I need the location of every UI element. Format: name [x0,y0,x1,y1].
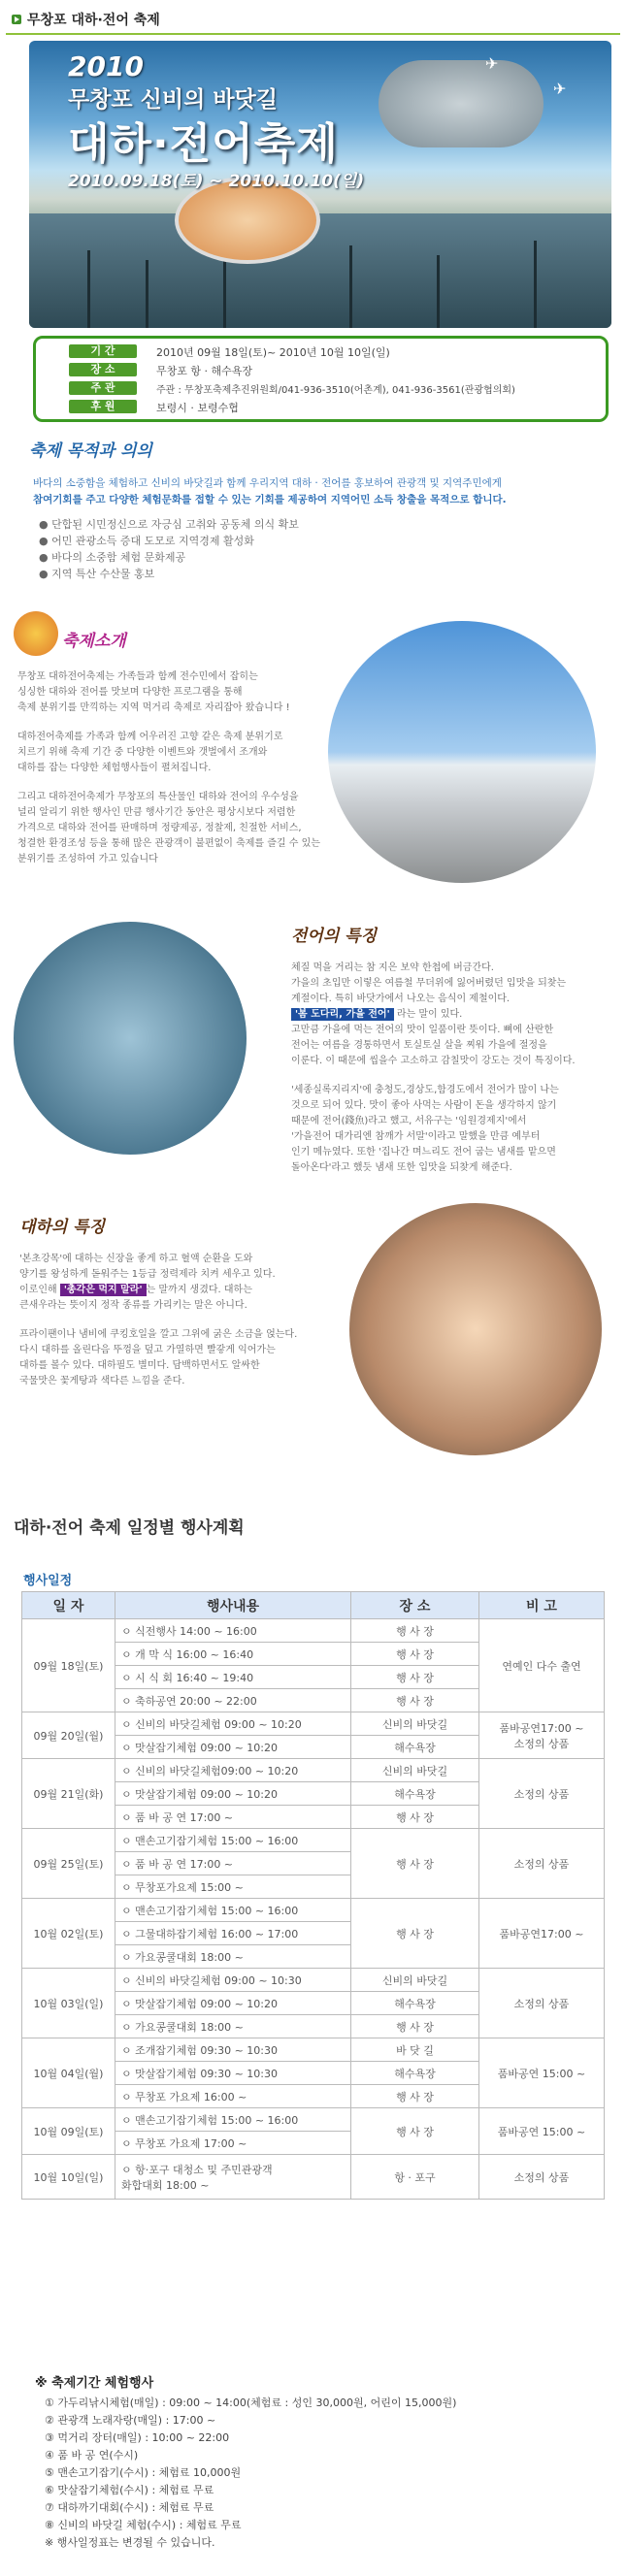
table-row: 10월 02일(토) ㅇ 맨손고기잡기체험 15:00 ~ 16:00 행 사 장 품바공연17:00 ~ [22,1899,605,1922]
table-row: ㅇ 품 바 공 연 17:00 ~ 행 사 장 [22,1806,605,1829]
column-header: 일 자 [22,1592,115,1619]
table-row: ㅇ 맛살잡기체험 09:00 ~ 10:20 해수욕장 [22,1992,605,2015]
table-row: ㅇ 축하공연 20:00 ~ 22:00 행 사 장 [22,1689,605,1712]
festival-banner [29,41,611,328]
table-row: ㅇ 맛살잡기체험 09:00 ~ 10:20 해수욕장 [22,1782,605,1806]
page-header [6,6,620,35]
column-header: 행사내용 [115,1592,351,1619]
table-row: ㅇ 무창포 가요제 16:00 ~ 행 사 장 [22,2085,605,2108]
purpose-bullets [39,516,544,582]
table-row: 09월 20일(월) ㅇ 신비의 바닷길체험 09:00 ~ 10:20 신비의 바닷길 품바공연17:00 ~ 소정의 상품 [22,1712,605,1736]
experience-list [45,2395,598,2552]
table-row: ㅇ 그물대하잡기체험 16:00 ~ 17:00 [22,1922,605,1945]
table-row: ㅇ 개 막 식 16:00 ~ 16:40 행 사 장 [22,1643,605,1666]
purpose-intro-line: 참여기회를 주고 다양한 체험문화를 접할 수 있는 기회를 제공하여 지역어민 소득 창출을 목적으로 합니다. [33,494,507,505]
festival-tents-photo [328,621,596,883]
banner-subtitle: 무창포 신비의 바닷길 [68,87,278,113]
list-item: ⑤ 맨손고기잡기(수시) : 체험료 10,000원 [45,2466,242,2479]
jeoneo-fish-photo [14,922,247,1155]
schedule-table [21,1591,605,2200]
table-row: ㅇ 무창포 가요제 17:00 ~ [22,2132,605,2155]
table-row: ㅇ 맛살잡기체험 09:00 ~ 10:20 해수욕장 [22,1736,605,1759]
table-row: 09월 21일(화) ㅇ 신비의 바닷길체험09:00 ~ 10:20 신비의 바닷길 소정의 상품 [22,1759,605,1782]
banner-title: 대하·전어축제 [68,119,339,169]
banner-dates: 2010.09.18(토) ~ 2010.10.10(일) [68,172,365,191]
pier-photo [29,213,611,328]
column-header: 비 고 [479,1592,605,1619]
list-item: ● 바다의 소중함 체험 문화제공 [39,551,186,564]
purpose-intro-line: 바다의 소중함을 체험하고 신비의 바닷길과 함께 우리지역 대하 · 전어를 홍보하여 관광객 및 지역주민에게 [33,477,502,489]
list-item: ● 지역 특산 수산물 홍보 [39,568,155,580]
list-item: ③ 먹거리 장터(매일) : 10:00 ~ 22:00 [45,2431,230,2444]
table-row: ㅇ 맛살잡기체험 09:30 ~ 10:30 해수욕장 [22,2062,605,2085]
shrimp-photo [349,1203,602,1455]
info-label: 장 소 [69,363,137,376]
table-row: 09월 18일(토) ㅇ 식전행사 14:00 ~ 16:00 행 사 장 연예인 다수 출연 [22,1619,605,1643]
seagull-icon: ✈ [485,54,499,73]
schedule-heading: 대하·전어 축제 일정별 행사계획 [14,1518,245,1538]
list-item: ① 가두리낚시체험(매일) : 09:00 ~ 14:00(체험료 : 성인 30,000원, 어린이 15,000원) [45,2397,457,2409]
list-item: ⑥ 맛살잡기체험(수시) : 체험료 무료 [45,2484,214,2496]
list-item: ● 단합된 시민정신으로 자긍심 고취와 공동체 의식 확보 [39,518,299,531]
list-item: ⑧ 신비의 바닷길 체험(수시) : 체험료 무료 [45,2519,242,2531]
table-row: 10월 09일(토) ㅇ 맨손고기잡기체험 15:00 ~ 16:00 행 사 장 품바공연 15:00 ~ [22,2108,605,2132]
table-row: ㅇ 품 바 공 연 17:00 ~ [22,1852,605,1875]
daeha-highlight: '총각은 먹지 말라' [60,1284,147,1296]
table-row: ㅇ 시 식 회 16:40 ~ 19:40 행 사 장 [22,1666,605,1689]
info-value: 보령시 · 보령수협 [156,402,239,414]
table-row: 10월 03일(일) ㅇ 신비의 바닷길체험 09:00 ~ 10:30 신비의 바닷길 소정의 상품 [22,1969,605,1992]
page-title: 무창포 대하·전어 축제 [27,13,160,28]
fish-photo [379,60,544,147]
daeha-heading: 대하의 특징 [19,1218,106,1237]
footnote: ※ 행사일정표는 변경될 수 있습니다. [45,2536,215,2549]
table-row: ㅇ 가요콩쿨대회 18:00 ~ [22,1945,605,1969]
banner-year: 2010 [68,50,144,82]
festival-info-box [33,336,609,422]
daeha-text: '본초강목'에 대하는 신장을 좋게 하고 혈액 순환을 도와 양기를 왕성하게 돋워주는 1등급 정력제라 치켜 세우고 있다. 이로인해 '총각은 먹지 말라' 는 말까지 생겼다. 대하는 큰새우라는 뜻이지 정작 종류를 가리키는 말은 아니다. 프라이팬이나 냄비에 쿠킹호일을 깔고 그위에 굵은 소금을 얹는다. 다시 대하를 올린다음 뚜껑을 덮고 가열하면 빨갛게 익어가는 대하를 볼수 있다. 대하필도 별미다. 담백하면서도 알싸한 국물맛은 꽃게탕과 색다른 느낌을 준다. [19,1254,298,1386]
table-row: 10월 10일(일) ㅇ 항·포구 대청소 및 주민관광객 화합대회 18:00 ~ 항 · 포구 소정의 상품 [22,2155,605,2200]
column-header: 장 소 [351,1592,479,1619]
list-item: ● 어민 관광소득 증대 도모로 지역경제 활성화 [39,535,254,547]
purpose-heading: 축제 목적과 의의 [29,441,152,461]
table-row: 10월 04일(월) ㅇ 조개잡기체험 09:30 ~ 10:30 바 닷 길 품바공연 15:00 ~ [22,2038,605,2062]
list-item: ⑦ 대하까기대회(수시) : 체험료 무료 [45,2501,214,2514]
table-row: 09월 25일(토) ㅇ 맨손고기잡기체험 15:00 ~ 16:00 행 사 장 소정의 상품 [22,1829,605,1852]
info-label: 주 관 [69,381,137,395]
list-item: ② 관광객 노래자랑(매일) : 17:00 ~ [45,2414,216,2427]
info-value: 2010년 09월 18일(토)~ 2010년 10월 10일(일) [156,346,390,359]
schedule-subheading: 행사일정 [23,1574,73,1588]
intro-text: 무창포 대하전어축제는 가족들과 함께 전수민에서 잡히는 싱싱한 대하와 전어를 맛보며 다양한 프로그램을 통해 축제 분위기를 만끽하는 지역 먹거리 축제로 자리잡아 왔습니다 ! 대하전어축제를 가족과 함께 어우러진 고향 같은 축제 분위기로 치르기 위해 축제 기간 중 다양한 이벤트와 갯벌에서 조개와 대하를 잡는 다양한 체험행사들이 펼쳐집니다. 그리고 대하전어축제가 무창포의 특산물인 대하와 전어의 우수성을 널리 알리기 위한 행사인 만큼 행사기간 동안은 평상시보다 저렴한 가격으로 대하와 전어를 판매하며 정량제공, 정찰제, 친절한 서비스, 청결한 환경조성 등을 통해 많은 관광객이 불편없이 축제를 즐길 수 있는 분위기를 조성하여 가고 있습니다 [17,671,320,864]
table-row: ㅇ 무창포가요제 15:00 ~ [22,1875,605,1899]
jeoneo-highlight: '봄 도다리, 가을 전어' [291,1008,394,1021]
intro-heading: 축제소개 [62,632,126,651]
info-value: 무창포 항 · 해수욕장 [156,365,252,377]
table-row: ㅇ 가요콩쿨대회 18:00 ~ 행 사 장 [22,2015,605,2038]
list-item: ④ 품 바 공 연(수시) [45,2449,139,2462]
experience-heading: ※ 축제기간 체험행사 [35,2376,154,2391]
festival-character-icon [14,611,58,656]
info-label: 기 간 [69,344,137,358]
jeoneo-heading: 전어의 특징 [291,927,378,946]
jeoneo-text: 체질 먹을 거리는 참 지은 보약 한첩에 버금간다. 가을의 초입만 이렇은 여름철 무더위에 잃어버렸던 입맛을 되찾는 계절이다. 특히 바닷가에서 나오는 음식이 제철이다. '봄 도다리, 가을 전어' 라는 말이 있다. 고만큼 가을에 먹는 전어의 맛이 일품이란 뜻이다. 뼈에 산란한 전어는 여름을 경통하면서 토실토실 살을 찌워 가을에 절정을 이룬다. 이 때문에 씹을수 고소하고 감칠맛이 강도는 것이 특징이다. '세종실록지리지'에 충청도,경상도,함경도에서 전어가 많이 나는 것으로 되어 있다. 맛이 좋아 사먹는 사람이 돈을 생각하지 않기 때문에 전어(錢魚)라고 했고, 서유구는 '임원경제지'에서 '가을전어 대가리엔 참깨가 서말'이라고 말했을 만큼 예부터 인기 메뉴였다. 또한 '집나간 며느리도 전어 굽는 냄새를 맡으면 돌아온다'라고 했듯 냄새 또한 입맛을 되찾게 해준다. [291,962,576,1173]
bullet-icon [12,15,21,24]
seagull-icon: ✈ [553,80,567,98]
info-value: 주관 : 무창포축제추진위원회/041-936-3510(어촌계), 041-936-3561(관광협의회) [156,385,515,396]
info-label: 후 원 [69,400,137,413]
purpose-intro [33,475,606,508]
